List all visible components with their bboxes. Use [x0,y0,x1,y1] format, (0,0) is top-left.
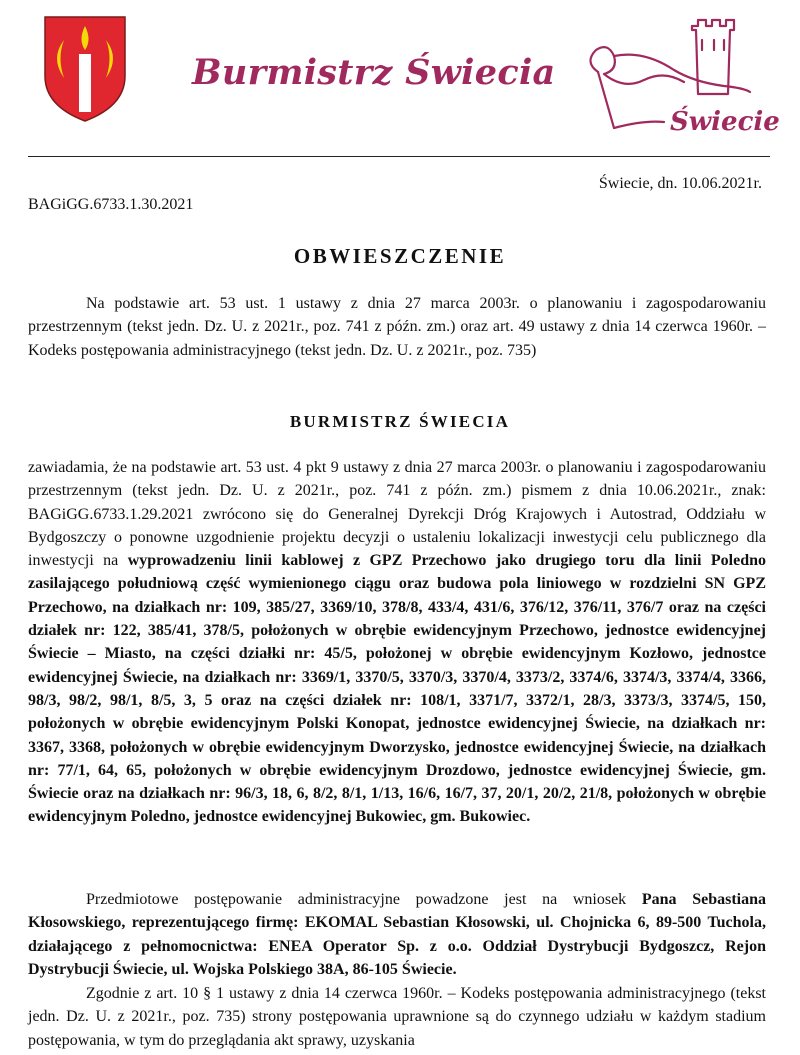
issuer-heading: BURMISTRZ ŚWIECIA [289,412,511,431]
logo-text: Świecie [670,107,780,137]
city-crest-icon [42,14,128,124]
brand-title: Burmistrz Świecia [192,52,556,93]
applicant-intro: Przedmiotowe postępowanie administracyjne powadzone jest na wniosek [86,891,642,908]
scroll-tower-logo-icon [574,10,780,140]
legal-basis-paragraph: Na podstawie art. 53 ust. 1 ustawy z dnia 27 marca 2003r. o planowaniu i zagospodarowaniu przestrzennym (tekst jedn. Dz. U. z 2021r., poz. 741 z późn. zm.) oraz art. 49 ustawy z dnia 14 czerwca 1960r. – Kodeks postępowania administracyjnego (tekst jedn. Dz. U. z 2021r., poz. 735) [28,295,766,359]
letterhead [0,0,800,160]
header-divider [28,156,770,157]
reference-number: BAGiGG.6733.1.30.2021 [28,196,194,213]
rights-paragraph: Zgodnie z art. 10 § 1 ustawy z dnia 14 czerwca 1960r. – Kodeks postępowania administracyjnego (tekst jedn. Dz. U. z 2021r., poz. 735) strony postępowania uprawnione są do czynnego udziału w każdym stadium postępowania, w tym do przeglądania akt sprawy, uzyskania [28,985,766,1049]
notice-paragraph [28,456,766,829]
notice-text: zawiadamia, że na podstawie art. 53 ust. 4 pkt 9 ustawy z dnia 27 marca 2003r. o planowaniu i zagospodarowaniu przestrzennym (tekst jedn. Dz. U. z 2021r., poz. 741 z późn. zm.) pismem z dnia 10.06.2021r., znak: BAGiGG.6733.1.29.2021 zwrócono się do Generalnej Dyrekcji Dróg Krajowych i Autostrad, Oddziału w Bydgoszczy o ponowne uzgodnienie projektu decyzji o ustaleniu lokalizacji inwestycji celu publicznego dla inwestycji na [28,459,766,570]
applicant-paragraph [28,888,766,981]
document-title: OBWIESZCZENIE [293,244,507,268]
applicant-details: Pana Sebastiana Kłosowskiego, reprezentującego firmę: EKOMAL Sebastian Kłosowski, ul. Chojnicka 6, 89-500 Tuchola, działającego z pełnomocnictwa: ENEA Operator Sp. z o.o. Oddział Dystrybucji Bydgoszcz, Rejon Dystrybucji Świecie, ul. Wojska Polskiego 38A, 86-105 Świecie. [28,891,767,978]
place-date: Świecie, dn. 10.06.2021r. [598,175,762,192]
investment-description: wyprowadzeniu linii kablowej z GPZ Przechowo jako drugiego toru dla linii Poledno zasilającego południową część wymienionego ciągu oraz budowa pola liniowego w rozdzielni SN GPZ Przechowo, na działkach nr: 109, 385/27, 3369/10, 378/8, 433/4, 431/6, 376/12, 376/11, 376/7 oraz na części działek nr: 122, 385/41, 378/5, położonych w obrębie ewidencyjnym Przechowo, jednostce ewidencyjnej Świecie – Miasto, na części działki nr: 45/5, położonej w obrębie ewidencyjnym Kozłowo, jednostce ewidencyjnej Świecie, na działkach nr: 3369/1, 3370/5, 3370/3, 3370/4, 3373/2, 3374/6, 3374/3, 3374/4, 3366, 98/3, 98/2, 98/1, 8/5, 3, 5 oraz na części działek nr: 108/1, 3371/7, 3372/1, 28/3, 3373/3, 3374/5, 150, położonych w obrębie ewidencyjnym Polski Konopat, jednostce ewidencyjnej Świecie, na działkach nr: 3367, 3368, położonych w obrębie ewidencyjnym Dworzysko, jednostce ewidencyjnej Świecie, na działkach nr: 77/1, 64, 65, położonych w obrębie ewidencyjnym Drozdowo, jednostce ewidencyjnej Świecie, gm. Świecie oraz na działkach nr: 96/3, 18, 6, 8/2, 8/1, 1/13, 16/6, 16/7, 37, 20/1, 20/2, 21/8, położonych w obrębie ewidencyjnym Poledno, jednostce ewidencyjnej Bukowiec, gm. Bukowiec. [28,552,766,826]
